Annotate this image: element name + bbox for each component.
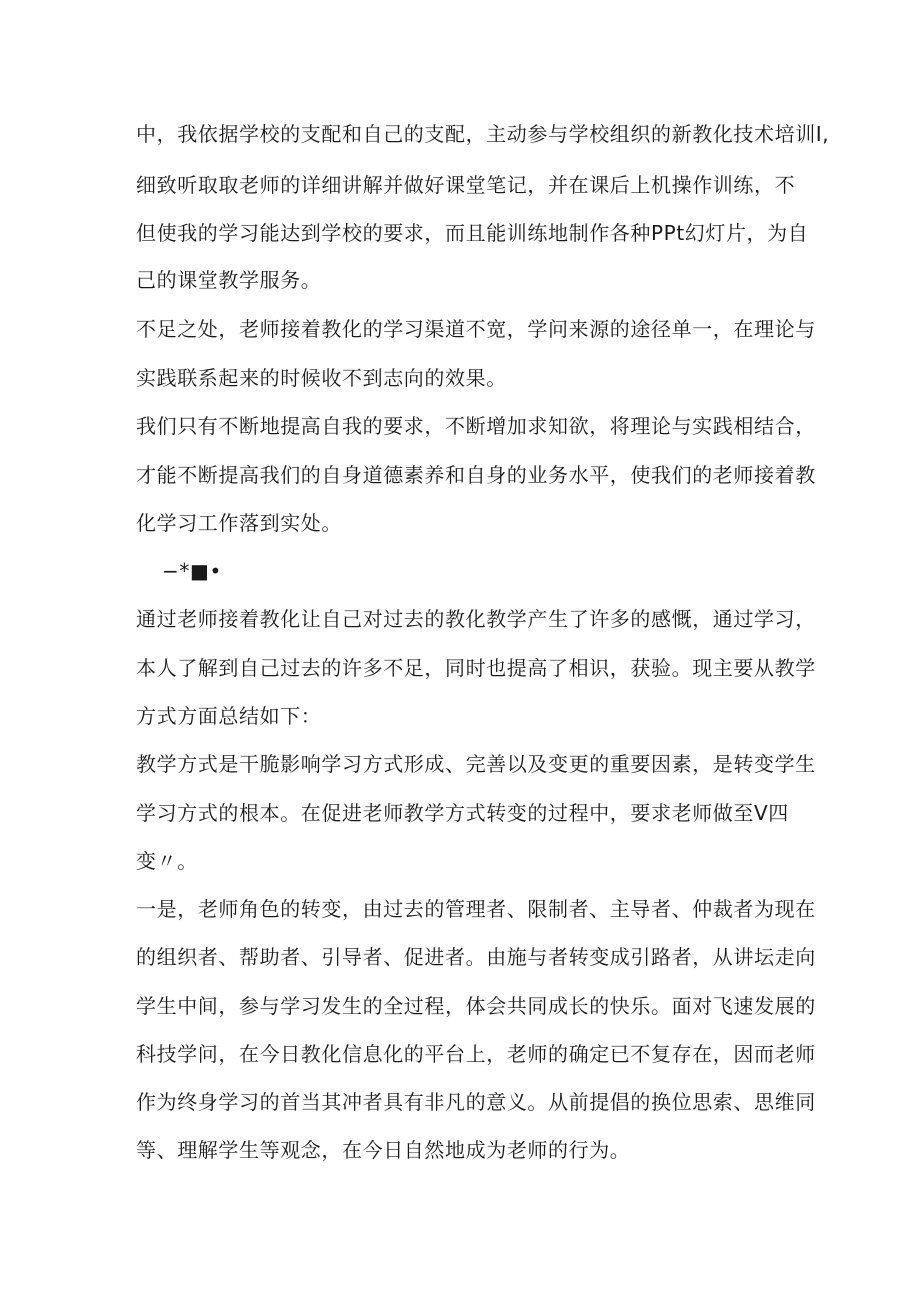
section-marker: −*■• (162, 559, 222, 583)
text-line: 化学习工作落到实处。 (136, 511, 342, 535)
text-line: 细致听取取老师的详细讲解并做好课堂笔记，并在课后上机操作训练，不 (136, 173, 796, 197)
text-line: 我们只有不断地提高自我的要求，不断增加求知欲，将理论与实践相结合， (136, 414, 816, 438)
text-line: 己的课堂教学服务。 (136, 268, 322, 292)
text-line: 实践联系起来的时候收不到志向的效果。 (136, 366, 507, 390)
text-line: 本人了解到自己过去的许多不足，同时也提高了相识，获验。现主要从教学 (136, 656, 816, 680)
text-line: 中，我依据学校的支配和自己的支配，主动参与学校组织的新教化技术培训I, (136, 122, 830, 146)
text-line: 方式方面总结如下： (136, 704, 322, 728)
text-line: 通过老师接着教化让自己对过去的教化教学产生了许多的感慨，通过学习， (136, 607, 816, 631)
text-line: 学生中间，参与学习发生的全过程，体会共同成长的快乐。面对飞速发展的 (136, 994, 816, 1018)
text-line: 变〃。 (136, 849, 198, 873)
text-line: 教学方式是干脆影响学习方式形成、完善以及变更的重要因素，是转变学生 (136, 752, 816, 776)
text-line: 不足之处，老师接着教化的学习渠道不宽，学问来源的途径单一，在理论与 (136, 317, 816, 341)
text-line: 的组织者、帮助者、引导者、促进者。由施与者转变成引路者，从讲坛走向 (136, 945, 816, 969)
text-line: 等、理解学生等观念，在今日自然地成为老师的行为。 (136, 1138, 631, 1162)
text-line: 学习方式的根本。在促进老师教学方式转变的过程中，要求老师做至V四 (136, 801, 789, 825)
text-line: 但使我的学习能达到学校的要求，而且能训练地制作各种PPt幻灯片，为自 (136, 221, 809, 245)
text-line: 科技学问，在今日教化信息化的平台上，老师的确定已不复存在，因而老师 (136, 1042, 816, 1066)
text-line: 才能不断提高我们的自身道德素养和自身的业务水平，使我们的老师接着教 (136, 463, 816, 487)
text-line: 作为终身学习的首当其冲者具有非凡的意义。从前提倡的换位思索、思维同 (136, 1090, 816, 1114)
text-line: 一是，老师角色的转变，由过去的管理者、限制者、主导者、仲裁者为现在 (136, 897, 816, 921)
